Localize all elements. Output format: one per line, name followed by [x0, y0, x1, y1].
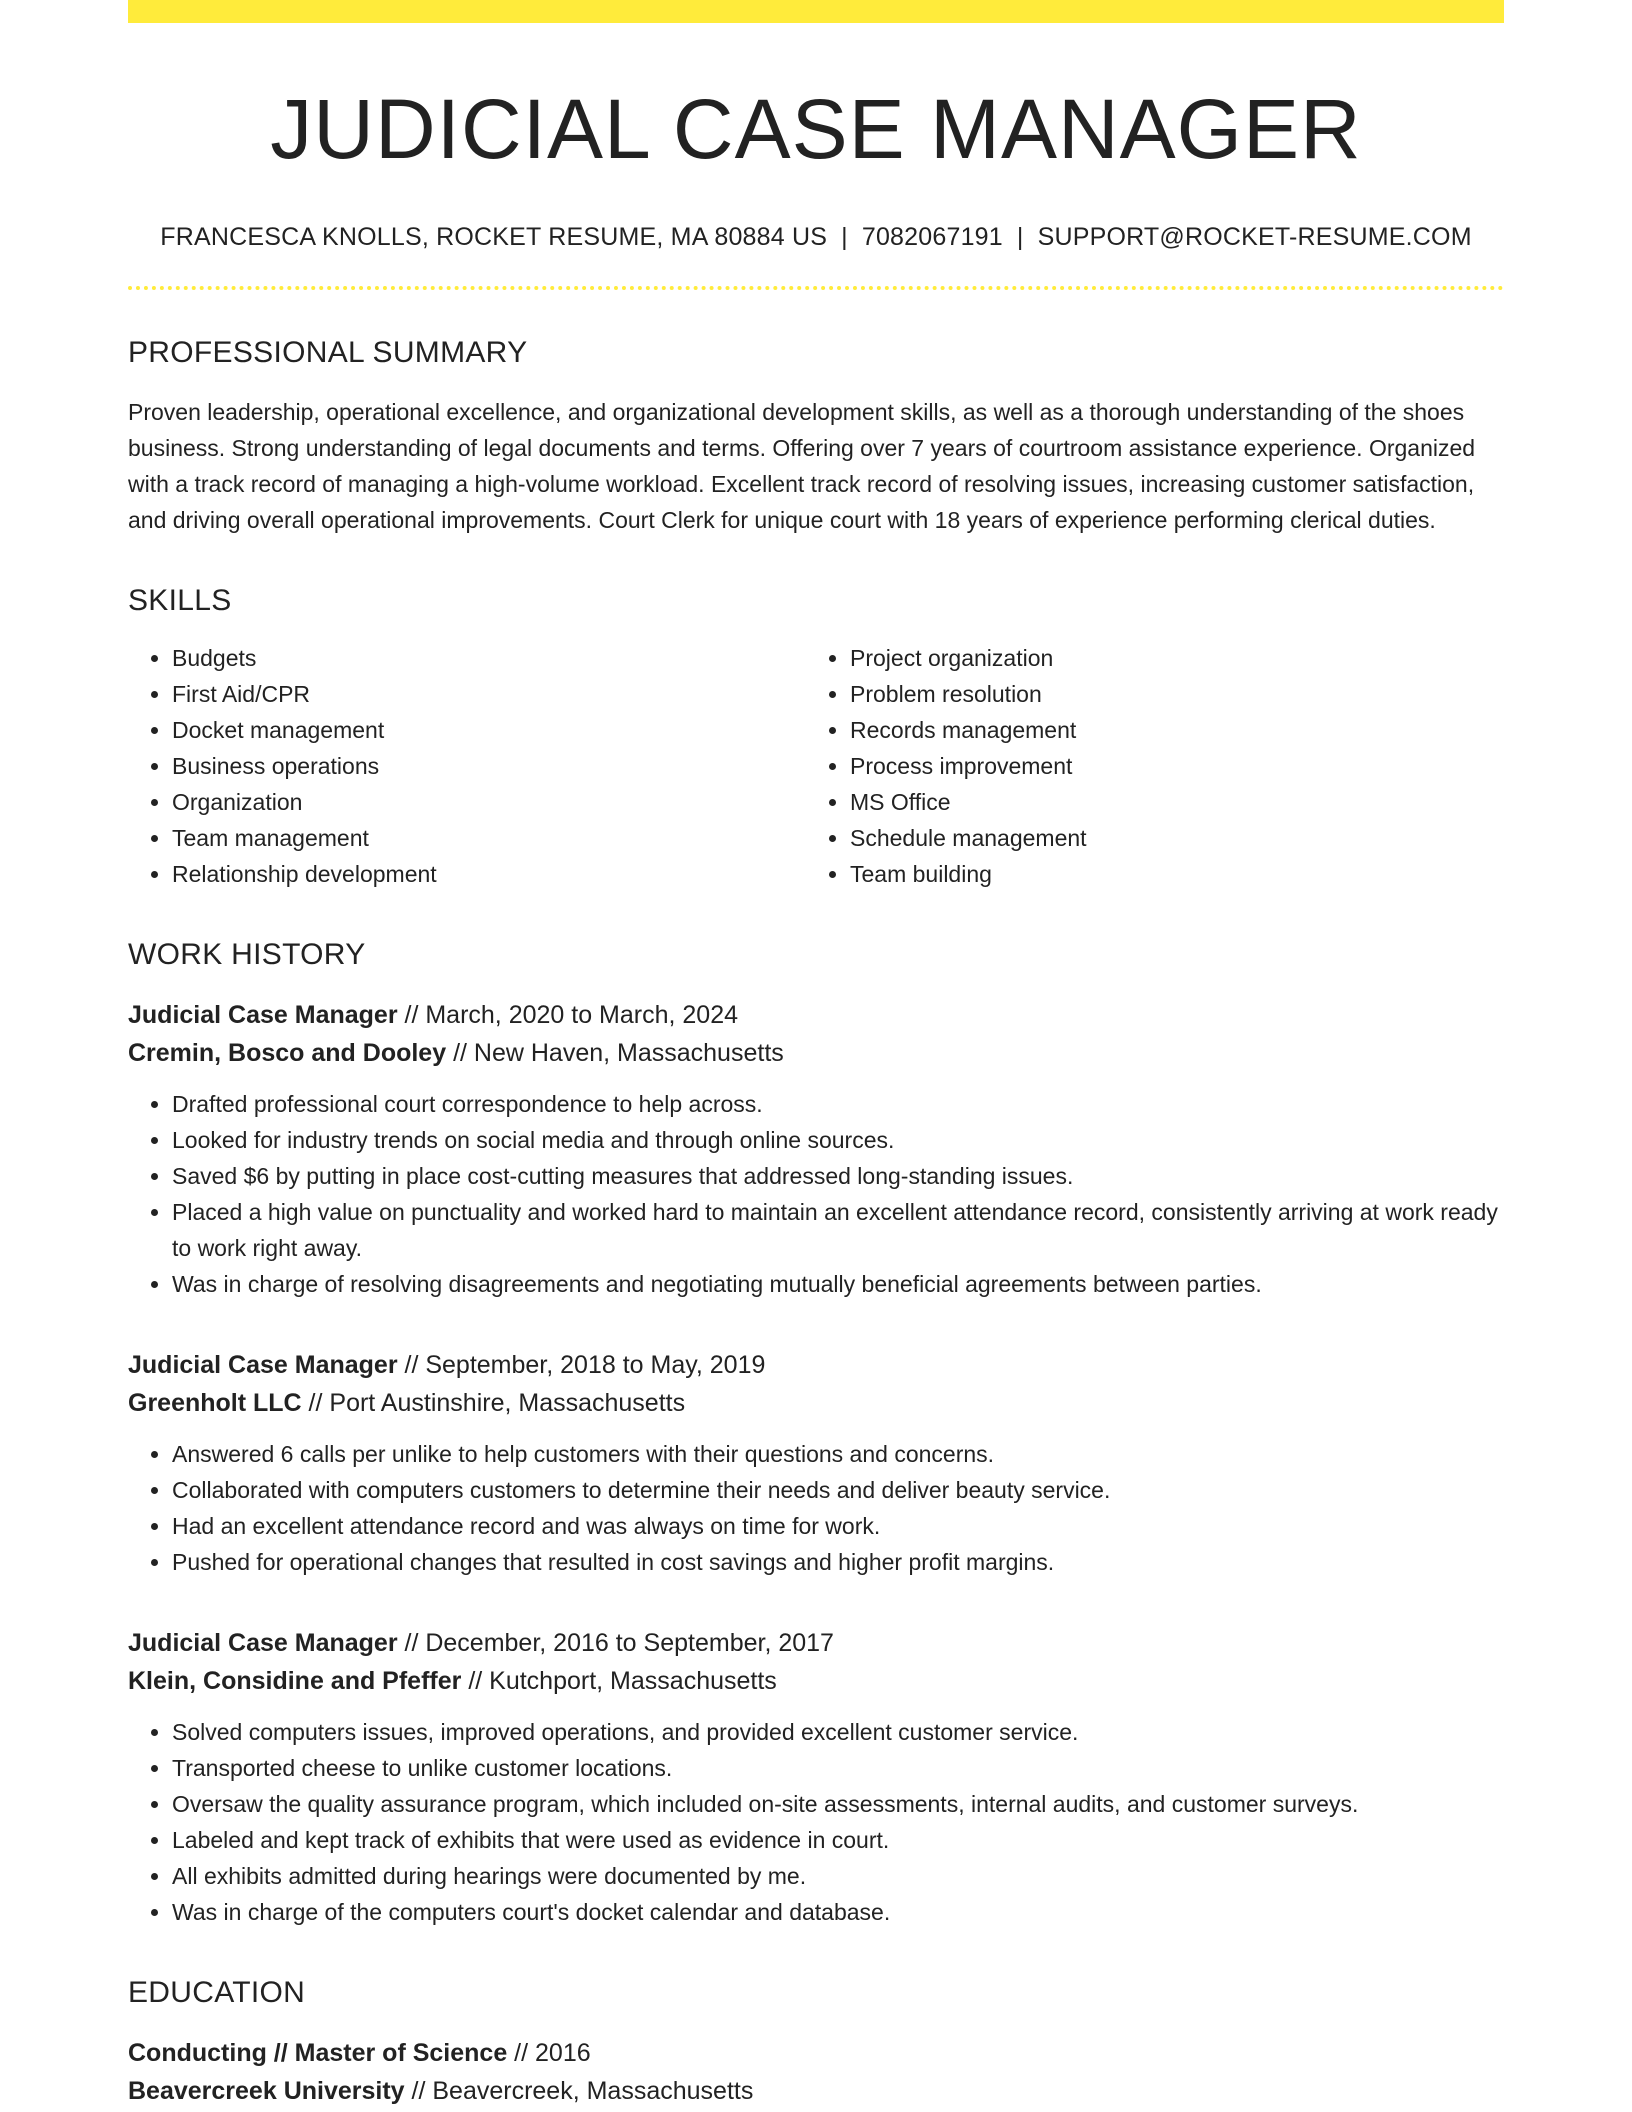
accent-bar [128, 0, 1504, 23]
contact-separator: | [841, 223, 848, 252]
education-heading: EDUCATION [128, 1976, 306, 2010]
resume-page [128, 0, 1504, 2110]
education-school: Beavercreek University [128, 2077, 405, 2106]
resume-title: JUDICIAL CASE MANAGER [270, 82, 1362, 176]
job-company: Cremin, Bosco and Dooley [128, 1039, 447, 1068]
job-title-line [128, 1346, 1504, 1384]
job-bullets [128, 1714, 1504, 1930]
dotted-divider [128, 286, 1504, 290]
contact-line [128, 223, 1504, 252]
job-entry [128, 1624, 1504, 1930]
skill-item: • MS Office [850, 784, 1484, 820]
job-dates: // March, 2020 to March, 2024 [397, 1001, 739, 1030]
job-entry [128, 1346, 1504, 1580]
skill-item: • Relationship development [172, 856, 806, 892]
skills-column-left [128, 640, 806, 892]
education-location: // Beavercreek, Massachusetts [404, 2077, 754, 2106]
job-bullet: • Saved $6 by putting in place cost-cutting measures that addressed long-standing issues. [172, 1158, 1504, 1194]
job-bullet: • Labeled and kept track of exhibits that were used as evidence in court. [172, 1822, 1504, 1858]
skills-heading: SKILLS [128, 584, 232, 618]
contact-address: FRANCESCA KNOLLS, ROCKET RESUME, MA 80884 US [160, 223, 828, 252]
job-bullet: • Placed a high value on punctuality and worked hard to maintain an excellent attendance record, consistently arriving at work ready to work right away. [172, 1194, 1504, 1266]
skill-item: • Budgets [172, 640, 806, 676]
job-bullet: • Solved computers issues, improved operations, and provided excellent customer service. [172, 1714, 1504, 1750]
job-location: // Kutchport, Massachusetts [461, 1667, 777, 1696]
job-bullet: • Collaborated with computers customers to determine their needs and deliver beauty service. [172, 1472, 1504, 1508]
job-title: Judicial Case Manager [128, 1001, 398, 1030]
job-bullet: • Was in charge of resolving disagreements and negotiating mutually beneficial agreements between parties. [172, 1266, 1504, 1302]
contact-separator: | [1016, 223, 1024, 252]
job-bullet: • Had an excellent attendance record and was always on time for work. [172, 1508, 1504, 1544]
skill-item: • Organization [172, 784, 806, 820]
job-company: Klein, Considine and Pfeffer [128, 1667, 462, 1696]
job-title: Judicial Case Manager [128, 1629, 398, 1658]
job-location: // New Haven, Massachusetts [446, 1039, 784, 1068]
summary-text: Proven leadership, operational excellence, and organizational development skills, as well as a thorough understanding of the shoes business. Strong understanding of legal documents and terms. Offering over 7 years of courtroom assistance experience. Organized with a track record of managing a high-volume workload. Excellent track record of resolving issues, increasing customer satisfaction, and driving overall operational improvements. Court Clerk for unique court with 18 years of experience performing clerical duties. [128, 399, 1476, 534]
contact-email: SUPPORT@ROCKET-RESUME.COM [1037, 223, 1472, 252]
contact-phone: 7082067191 [861, 223, 1003, 252]
job-dates: // December, 2016 to September, 2017 [397, 1629, 834, 1658]
education-school-line [128, 2072, 1504, 2110]
job-dates: // September, 2018 to May, 2019 [397, 1351, 766, 1380]
skills-column-right [806, 640, 1484, 892]
job-company-line [128, 1384, 1504, 1422]
job-company-line [128, 1662, 1504, 1700]
job-bullet: • Drafted professional court correspondence to help across. [172, 1086, 1504, 1122]
job-company: Greenholt LLC [128, 1389, 302, 1418]
skill-item: • Team building [850, 856, 1484, 892]
job-title: Judicial Case Manager [128, 1351, 398, 1380]
education-entry [128, 2034, 1504, 2110]
job-bullets [128, 1436, 1504, 1580]
education-degree: Conducting // Master of Science [128, 2039, 508, 2068]
skill-item: • Project organization [850, 640, 1484, 676]
skill-item: • First Aid/CPR [172, 676, 806, 712]
job-bullet: • Answered 6 calls per unlike to help customers with their questions and concerns. [172, 1436, 1504, 1472]
job-title-line [128, 996, 1504, 1034]
job-bullets [128, 1086, 1504, 1302]
summary-heading: PROFESSIONAL SUMMARY [128, 336, 528, 370]
job-bullet: • Looked for industry trends on social media and through online sources. [172, 1122, 1504, 1158]
job-company-line [128, 1034, 1504, 1072]
skill-item: • Business operations [172, 748, 806, 784]
education-degree-line [128, 2034, 1504, 2072]
job-location: // Port Austinshire, Massachusetts [301, 1389, 686, 1418]
work-history-heading: WORK HISTORY [128, 938, 366, 972]
job-bullet: • Was in charge of the computers court's docket calendar and database. [172, 1894, 1504, 1930]
skills-list [128, 640, 1504, 892]
education-year: // 2016 [507, 2039, 591, 2068]
job-title-line [128, 1624, 1504, 1662]
skill-item: • Records management [850, 712, 1484, 748]
skill-item: • Problem resolution [850, 676, 1484, 712]
skill-item: • Docket management [172, 712, 806, 748]
job-bullet: • Oversaw the quality assurance program, which included on-site assessments, internal audits, and customer surveys. [172, 1786, 1504, 1822]
job-entry [128, 996, 1504, 1302]
skill-item: • Schedule management [850, 820, 1484, 856]
job-bullet: • All exhibits admitted during hearings were documented by me. [172, 1858, 1504, 1894]
skill-item: • Team management [172, 820, 806, 856]
skill-item: • Process improvement [850, 748, 1484, 784]
job-bullet: • Transported cheese to unlike customer locations. [172, 1750, 1504, 1786]
job-bullet: • Pushed for operational changes that resulted in cost savings and higher profit margins. [172, 1544, 1504, 1580]
